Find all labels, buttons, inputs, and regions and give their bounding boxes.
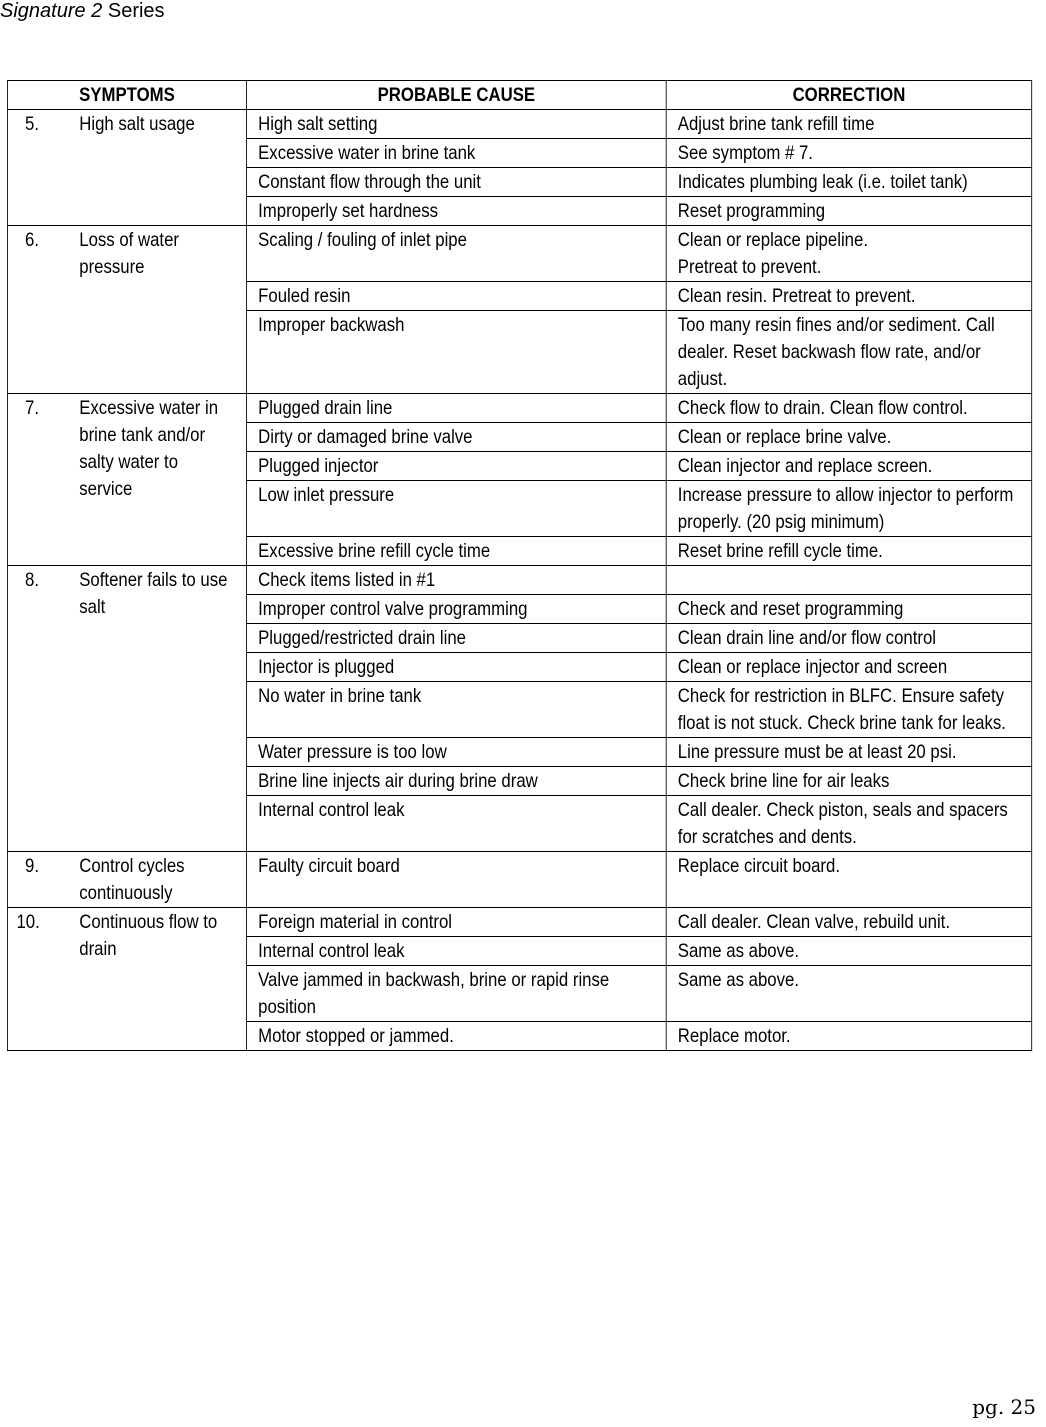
probable-cause-cell: Excessive brine refill cycle time — [247, 537, 667, 566]
probable-cause-cell: High salt setting — [247, 110, 667, 139]
table-row — [7, 110, 1031, 139]
symptom-cell — [7, 226, 246, 394]
probable-cause-cell: Improper backwash — [247, 311, 667, 394]
correction-cell: See symptom # 7. — [666, 139, 1032, 168]
correction-cell: Replace motor. — [666, 1022, 1032, 1051]
correction-cell — [666, 566, 1032, 595]
probable-cause-cell: Internal control leak — [247, 937, 667, 966]
page-number: pg. 25 — [972, 1395, 1036, 1419]
correction-cell: Check and reset programming — [666, 595, 1032, 624]
correction-cell: Adjust brine tank refill time — [666, 110, 1032, 139]
symptom-text: Softener fails to use salt — [79, 569, 228, 618]
probable-cause-cell: Motor stopped or jammed. — [247, 1022, 667, 1051]
probable-cause-cell: Faulty circuit board — [247, 852, 667, 908]
symptom-cell — [7, 110, 246, 226]
symptom-text: Loss of water pressure — [79, 229, 179, 278]
probable-cause-cell: Excessive water in brine tank — [247, 139, 667, 168]
table-row — [7, 566, 1031, 595]
correction-cell: Increase pressure to allow injector to perform properly. (20 psig minimum) — [666, 481, 1032, 537]
symptom-cell — [7, 566, 246, 852]
probable-cause-cell: Constant flow through the unit — [247, 168, 667, 197]
probable-cause-cell: Improperly set hardness — [247, 197, 667, 226]
probable-cause-cell: Injector is plugged — [247, 653, 667, 682]
symptom-number: 8. — [25, 569, 40, 591]
correction-cell: Check flow to drain. Clean flow control. — [666, 394, 1032, 423]
column-header-symptoms: SYMPTOMS — [7, 81, 246, 110]
correction-cell: Call dealer. Clean valve, rebuild unit. — [666, 908, 1032, 937]
correction-cell: Replace circuit board. — [666, 852, 1032, 908]
symptom-cell — [7, 908, 246, 1051]
probable-cause-cell: Scaling / fouling of inlet pipe — [247, 226, 667, 282]
table-row — [7, 908, 1031, 937]
correction-cell: Line pressure must be at least 20 psi. — [666, 738, 1032, 767]
probable-cause-cell: Dirty or damaged brine valve — [247, 423, 667, 452]
probable-cause-cell: Valve jammed in backwash, brine or rapid rinse position — [247, 966, 667, 1022]
column-header-probable-cause: PROBABLE CAUSE — [247, 81, 667, 110]
symptom-number: 10. — [16, 911, 40, 933]
probable-cause-cell: Fouled resin — [247, 282, 667, 311]
symptom-text: High salt usage — [79, 113, 195, 135]
probable-cause-cell: Check items listed in #1 — [247, 566, 667, 595]
probable-cause-cell: Brine line injects air during brine draw — [247, 767, 667, 796]
table-row — [7, 226, 1031, 282]
correction-cell: Same as above. — [666, 937, 1032, 966]
correction-cell: Clean or replace pipeline. Pretreat to prevent. — [666, 226, 1032, 282]
series-name: Signature 2 — [0, 0, 103, 22]
correction-cell: Reset programming — [666, 197, 1032, 226]
page-header — [0, 0, 165, 24]
probable-cause-cell: Improper control valve programming — [247, 595, 667, 624]
probable-cause-cell: Plugged/restricted drain line — [247, 624, 667, 653]
series-suffix: Series — [102, 0, 165, 22]
symptom-cell — [7, 852, 246, 908]
probable-cause-cell: Foreign material in control — [247, 908, 667, 937]
probable-cause-cell: Internal control leak — [247, 796, 667, 852]
symptom-text: Excessive water in brine tank and/or salty water to service — [79, 397, 219, 500]
correction-cell: Indicates plumbing leak (i.e. toilet tank) — [666, 168, 1032, 197]
correction-cell: Reset brine refill cycle time. — [666, 537, 1032, 566]
probable-cause-cell: No water in brine tank — [247, 682, 667, 738]
correction-cell: Check brine line for air leaks — [666, 767, 1032, 796]
troubleshooting-table — [7, 80, 1032, 1051]
correction-cell: Clean injector and replace screen. — [666, 452, 1032, 481]
table-body — [7, 110, 1031, 1051]
symptom-text: Continuous flow to drain — [79, 911, 218, 960]
table-row — [7, 394, 1031, 423]
probable-cause-cell: Plugged drain line — [247, 394, 667, 423]
correction-cell: Call dealer. Check piston, seals and spacers for scratches and dents. — [666, 796, 1032, 852]
table-header-row — [7, 81, 1031, 110]
correction-cell: Same as above. — [666, 966, 1032, 1022]
symptom-number: 5. — [25, 113, 40, 135]
correction-cell: Clean or replace injector and screen — [666, 653, 1032, 682]
correction-cell: Clean or replace brine valve. — [666, 423, 1032, 452]
correction-cell: Clean drain line and/or flow control — [666, 624, 1032, 653]
symptom-number: 9. — [25, 855, 40, 877]
probable-cause-cell: Water pressure is too low — [247, 738, 667, 767]
correction-cell: Check for restriction in BLFC. Ensure safety float is not stuck. Check brine tank for leaks. — [666, 682, 1032, 738]
probable-cause-cell: Low inlet pressure — [247, 481, 667, 537]
symptom-text: Control cycles continuously — [79, 855, 185, 904]
column-header-correction: CORRECTION — [666, 81, 1032, 110]
symptom-number: 7. — [25, 397, 40, 419]
correction-cell: Clean resin. Pretreat to prevent. — [666, 282, 1032, 311]
symptom-number: 6. — [25, 229, 40, 251]
correction-cell: Too many resin fines and/or sediment. Call dealer. Reset backwash flow rate, and/or adjust. — [666, 311, 1032, 394]
probable-cause-cell: Plugged injector — [247, 452, 667, 481]
symptom-cell — [7, 394, 246, 566]
table-row — [7, 852, 1031, 908]
